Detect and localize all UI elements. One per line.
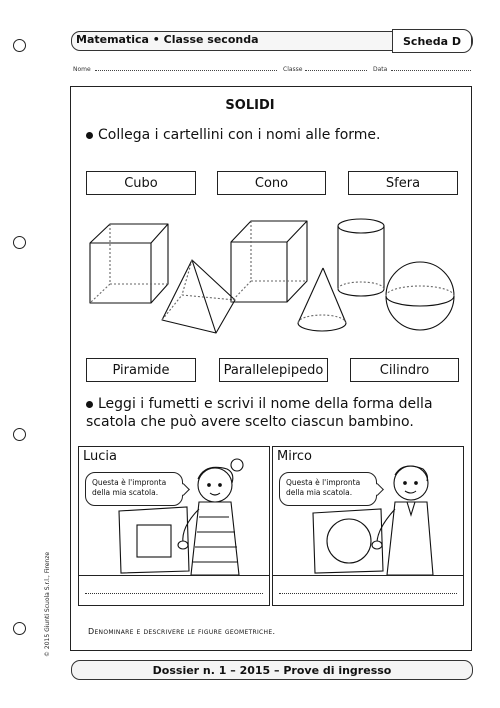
cube-shape[interactable] [231,221,307,302]
panel-name: Lucia [83,449,117,464]
boy-illustration [273,447,463,575]
data-label: Data [373,66,388,73]
worksheet-tab: Scheda D [392,29,472,53]
bubble-text: della mia scatola. [286,488,353,497]
name-card[interactable]: Cilindro [350,358,459,382]
name-card[interactable]: Parallelepipedo [219,358,328,382]
instruction-2-cont [86,414,414,430]
comic-panel-lucia [78,446,270,606]
footer-bar: Dossier n. 1 – 2015 – Prove di ingresso [71,660,473,680]
page-title: SOLIDI [225,98,275,113]
instruction-2 [86,396,433,412]
copyright-credit: © 2015 Giunti Scuola S.r.l., Firenze [44,551,51,657]
cylinder-shape[interactable] [338,219,384,296]
instruction-1-text: Collega i cartellini con i nomi alle forme. [98,127,381,143]
bubble-text: Questa è l'impronta [286,478,361,487]
answer-line[interactable] [85,593,263,594]
answer-line[interactable] [279,593,457,594]
header-subject: Matematica • Classe seconda [76,33,259,46]
cone-shape[interactable] [298,268,346,331]
comic-panel-mirco [272,446,464,606]
instruction-2-line1: Leggi i fumetti e scrivi il nome della forma della [98,396,433,412]
panel-name: Mirco [277,449,312,464]
instruction-2-line2: scatola che può avere scelto ciascun bambino. [86,414,414,430]
footer-note: Denominare e descrivere le figure geometriche. [88,627,276,636]
name-card[interactable]: Cono [217,171,326,195]
parallelepiped-shape[interactable] [90,224,168,303]
name-card[interactable]: Piramide [86,358,196,382]
bubble-text: della mia scatola. [92,488,159,497]
panel-divider [79,575,269,576]
nome-label: Nome [73,66,91,73]
bullet-icon [86,401,93,408]
panel-divider [273,575,463,576]
name-card[interactable]: Cubo [86,171,196,195]
name-card[interactable]: Sfera [348,171,458,195]
girl-illustration [79,447,269,575]
sphere-shape[interactable] [386,262,454,330]
bubble-text: Questa è l'impronta [92,478,167,487]
classe-label: Classe [283,66,303,73]
pyramid-shape[interactable] [162,260,235,333]
